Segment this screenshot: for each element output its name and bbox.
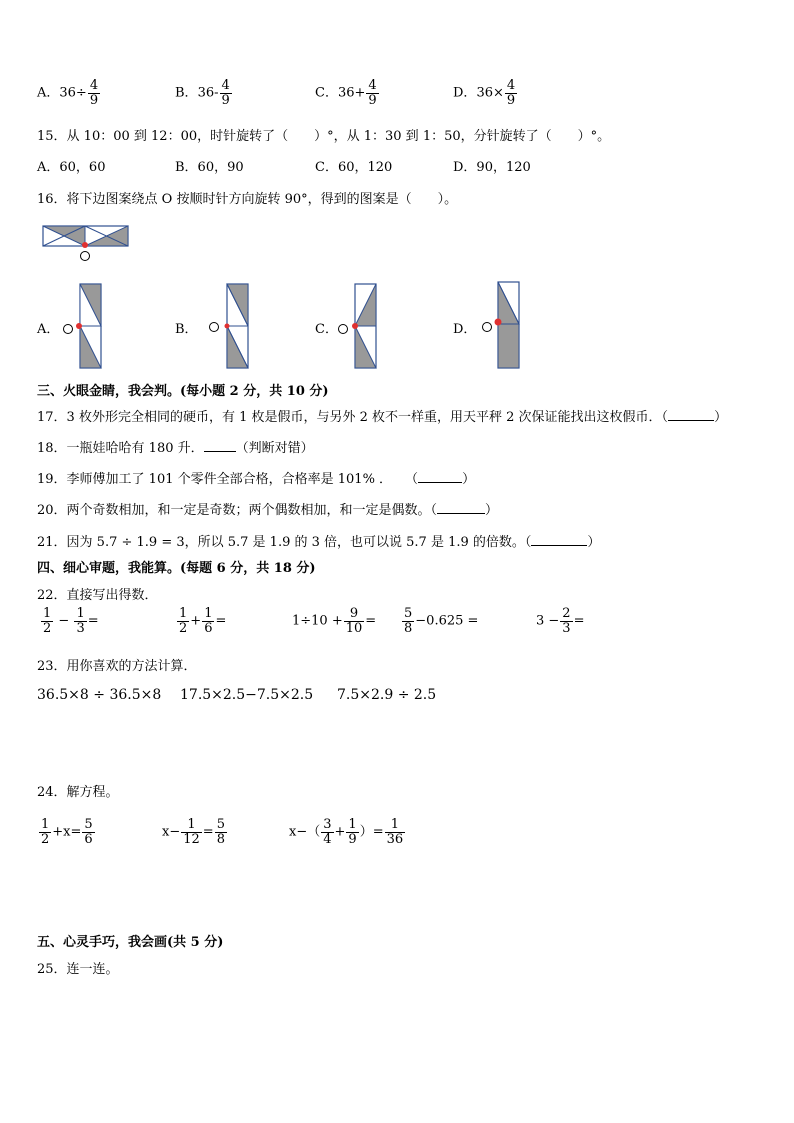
q22-item-1 [40, 607, 99, 635]
pivot-dot [352, 323, 358, 329]
q14-option-d [453, 79, 518, 107]
section-4-heading: 四、细心审题，我能算。(每题 6 分，共 18 分) [37, 561, 316, 576]
denominator: 6 [204, 620, 213, 636]
text-segment: ） [714, 410, 728, 425]
q14-option-b [175, 79, 233, 107]
q15-option-d: D．90，120 [453, 160, 531, 175]
answer-blank[interactable] [204, 451, 236, 452]
q16-option-a-figure[interactable] [62, 283, 106, 373]
text-segment: −0.625 = [415, 613, 479, 629]
q23-item-1: 36.5×8 ÷ 36.5×8 [37, 687, 162, 703]
denominator: 36 [386, 831, 404, 847]
text-segment: 17．3 枚外形完全相同的硬币，有 1 枚是假币，与另外 2 枚不一样重，用天平秤 2 次保证能找出这枚假币．（ [37, 410, 669, 425]
text-segment: = [365, 613, 377, 629]
numerator: 5 [404, 606, 413, 621]
fraction [202, 607, 214, 635]
point-o-circle [81, 252, 90, 261]
denominator: 9 [221, 92, 230, 108]
text-segment: x−（ [289, 824, 321, 840]
denominator: 4 [323, 831, 332, 847]
denominator: 9 [89, 92, 99, 108]
pivot-dot [225, 324, 230, 329]
q23-item-3: 7.5×2.9 ÷ 2.5 [337, 687, 437, 703]
text-segment: = [87, 613, 99, 629]
point-o-circle [64, 325, 73, 334]
pivot-dot [76, 323, 82, 329]
q16-option-c-label: C． [315, 322, 338, 337]
q16-option-b-figure[interactable] [205, 283, 253, 373]
numerator: 4 [221, 78, 230, 93]
q25-stem: 25．连一连。 [37, 962, 119, 977]
pivot-dot [82, 242, 88, 248]
q16-option-d-figure[interactable] [478, 281, 526, 371]
numerator: 1 [76, 606, 85, 621]
q18 [37, 437, 314, 456]
fraction [215, 818, 227, 846]
text-segment: 21．因为 5.7 ÷ 1.9 = 3，所以 5.7 是 1.9 的 3 倍，也可以说 5.7 是 1.9 的倍数。（ [37, 535, 532, 550]
section-3-heading: 三、火眼金睛，我会判。(每小题 2 分，共 10 分) [37, 384, 329, 399]
fraction [88, 79, 100, 107]
fraction [177, 607, 189, 635]
numerator: 1 [181, 818, 202, 833]
denominator: 12 [183, 831, 200, 847]
denominator: 9 [506, 92, 516, 108]
text-segment: A． [37, 85, 60, 101]
text-segment: 19．李师傅加工了 101 个零件全部合格，合格率是 101% ． （ [37, 472, 419, 487]
denominator: 2 [41, 831, 50, 847]
point-o-circle [483, 323, 492, 332]
numerator: 5 [216, 817, 225, 832]
numerator: 1 [385, 818, 406, 833]
answer-blank[interactable] [437, 513, 485, 514]
text-segment: B． [175, 85, 198, 101]
q14-option-a [37, 79, 101, 107]
q24-item-1 [38, 818, 96, 846]
text-segment: = [215, 613, 227, 629]
text-segment: 1÷10 + [292, 613, 343, 629]
answer-blank[interactable] [418, 482, 462, 483]
numerator: 4 [368, 78, 377, 93]
q24-stem: 24．解方程。 [37, 785, 119, 800]
denominator: 6 [84, 831, 93, 847]
q15-option-c: C．60，120 [315, 160, 393, 175]
q16-option-a-label: A． [37, 322, 60, 337]
text-segment: = [573, 613, 585, 629]
text-segment: 36× [476, 85, 504, 101]
fraction [74, 607, 86, 635]
text-segment: 18．一瓶娃哈哈有 180 升． [37, 441, 204, 456]
text-segment: 36÷ [59, 85, 87, 101]
q15-option-b: B．60，90 [175, 160, 244, 175]
numerator: 1 [348, 817, 357, 832]
section-5-heading: 五、心灵手巧，我会画(共 5 分) [37, 935, 224, 950]
q14-option-c [315, 79, 380, 107]
denominator: 3 [562, 620, 571, 636]
q16-stem: 16．将下边图案绕点 O 按顺时针方向旋转 90°，得到的图案是（ ）。 [37, 192, 458, 207]
text-segment: 36- [197, 85, 219, 101]
text-segment: + [190, 613, 202, 629]
q23-stem: 23．用你喜欢的方法计算． [37, 659, 197, 674]
numerator: 5 [84, 817, 93, 832]
numerator: 1 [43, 606, 52, 621]
point-o-circle [210, 323, 219, 332]
text-segment: 20．两个奇数相加，和一定是奇数；两个偶数相加，和一定是偶数。（ [37, 503, 438, 518]
text-segment: − [58, 613, 70, 629]
numerator: 4 [506, 78, 516, 93]
fraction [344, 607, 365, 635]
text-segment: ） [485, 503, 499, 518]
q24-item-2 [162, 818, 228, 846]
pivot-dot [495, 319, 502, 326]
q16-option-c-figure[interactable] [335, 283, 383, 373]
fraction [181, 818, 202, 846]
q22-item-4 [401, 607, 478, 635]
fraction [366, 79, 378, 107]
q15-option-a: A．60，60 [37, 160, 106, 175]
denominator: 2 [179, 620, 188, 636]
denominator: 2 [43, 620, 52, 636]
gray-rectangle [498, 324, 519, 368]
q17 [37, 406, 727, 425]
denominator: 8 [404, 620, 413, 636]
q15-stem: 15．从 10：00 到 12：00，时针旋转了（ ）°，从 1：30 到 1：50，分针旋转了（ ）°。 [37, 129, 611, 144]
q22-item-2 [176, 607, 226, 635]
numerator: 1 [41, 817, 50, 832]
text-segment: ） [587, 535, 601, 550]
q24-item-3 [289, 818, 406, 846]
numerator: 3 [323, 817, 332, 832]
text-segment: C． [315, 85, 338, 101]
text-segment: = [202, 824, 214, 840]
answer-blank[interactable] [531, 545, 587, 546]
denominator: 9 [368, 92, 377, 108]
fraction [321, 818, 333, 846]
fraction [346, 818, 358, 846]
text-segment: 3 − [536, 613, 560, 629]
text-segment: （判断对错） [235, 441, 314, 456]
text-segment: 36+ [337, 85, 366, 101]
numerator: 1 [179, 606, 188, 621]
numerator: 4 [89, 78, 99, 93]
fraction [385, 818, 406, 846]
fraction [402, 607, 414, 635]
q22-item-3 [292, 607, 376, 635]
denominator: 10 [345, 620, 363, 636]
denominator: 3 [76, 620, 85, 636]
fraction [220, 79, 232, 107]
q21 [37, 531, 600, 550]
text-segment: x− [162, 824, 181, 840]
q16-option-d-label: D． [453, 322, 477, 337]
fraction [560, 607, 572, 635]
point-o-circle [339, 325, 348, 334]
text-segment: + [334, 824, 346, 840]
numerator: 1 [204, 606, 213, 621]
q16-original-figure [42, 225, 132, 265]
numerator: 9 [344, 607, 365, 622]
text-segment: ）= [359, 824, 384, 840]
denominator: 9 [348, 831, 357, 847]
answer-blank[interactable] [668, 420, 714, 421]
fraction [505, 79, 517, 107]
q20 [37, 499, 498, 518]
fraction [82, 818, 94, 846]
fraction [41, 607, 53, 635]
q16-option-b-label: B． [175, 322, 198, 337]
q22-item-5 [536, 607, 584, 635]
fraction [39, 818, 51, 846]
text-segment: ） [462, 472, 476, 487]
text-segment: +x= [52, 824, 82, 840]
q19 [37, 468, 475, 487]
q23-item-2: 17.5×2.5−7.5×2.5 [180, 687, 314, 703]
text-segment: D． [453, 85, 477, 101]
q22-stem: 22．直接写出得数． [37, 588, 158, 603]
denominator: 8 [216, 831, 225, 847]
numerator: 2 [562, 606, 571, 621]
